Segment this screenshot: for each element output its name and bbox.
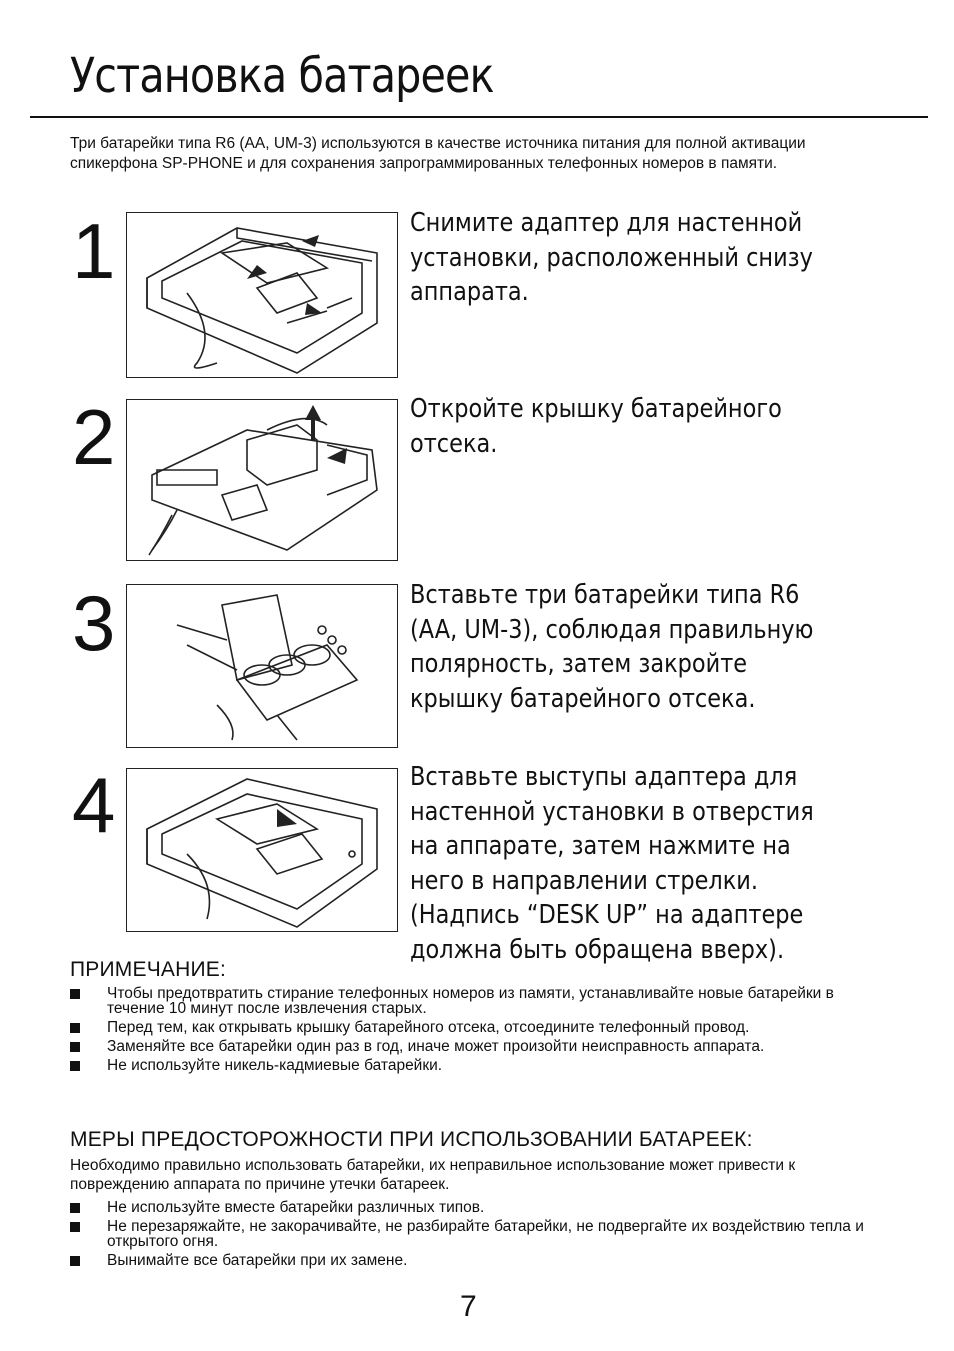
bullet-square-icon	[70, 1256, 80, 1266]
step-1-number: 1	[72, 207, 116, 295]
step-4-number: 4	[72, 761, 116, 849]
list-item: Не используйте никель-кадмиевые батарейки.	[70, 1058, 890, 1073]
step-3-text: Вставьте три батарейки типа R6 (AA, UM-3), соблюдая правильную полярность, затем закройте крышку батарейного отсека.	[410, 580, 814, 714]
precautions-heading: МЕРЫ ПРЕДОСТОРОЖНОСТИ ПРИ ИСПОЛЬЗОВАНИИ БАТАРЕЕК:	[70, 1128, 753, 1151]
list-item: Не используйте вместе батарейки различных типов.	[70, 1200, 890, 1215]
note-list	[70, 986, 890, 1077]
step-2-number: 2	[72, 393, 116, 481]
step-1-illustration	[126, 212, 398, 378]
bullet-square-icon	[70, 989, 80, 999]
step-3-number: 3	[72, 579, 116, 667]
step-1-text: Снимите адаптер для настенной установки, расположенный снизу аппарата.	[410, 208, 813, 307]
step-2-text: Откройте крышку батарейного отсека.	[410, 394, 782, 459]
list-item: Вынимайте все батарейки при их замене.	[70, 1253, 890, 1268]
step-4-illustration	[126, 768, 398, 932]
list-item: Заменяйте все батарейки один раз в год, иначе может произойти неисправность аппарата.	[70, 1039, 890, 1054]
precautions-intro: Необходимо правильно использовать батарейки, их неправильное использование может привести к повреждению аппарата по причине утечки батареек.	[70, 1157, 796, 1193]
step-3-illustration	[126, 584, 398, 748]
intro-paragraph: Три батарейки типа R6 (AA, UM-3) используются в качестве источника питания для полной активации спикерфона SP-PHONE и для сохранения запрограммированных телефонных номеров в памяти.	[70, 135, 806, 172]
phone-underside-adapter-removal-drawing	[127, 213, 397, 377]
bullet-square-icon	[70, 1042, 80, 1052]
page-number: 7	[460, 1290, 477, 1323]
bullet-square-icon	[70, 1023, 80, 1033]
adapter-attachment-drawing	[127, 769, 397, 931]
list-item: Чтобы предотвратить стирание телефонных номеров из памяти, устанавливайте новые батарейки в течение 10 минут после извлечения старых.	[70, 986, 890, 1016]
bullet-square-icon	[70, 1061, 80, 1071]
title-rule	[30, 116, 928, 118]
step-4-text: Вставьте выступы адаптера для настенной установки в отверстия на аппарате, затем нажмите на него в направлении стрелки. (Надпись “DESK UP” на адаптере должна быть обращена вверх).	[410, 762, 814, 965]
battery-cover-open-drawing	[127, 400, 397, 560]
note-heading: ПРИМЕЧАНИЕ:	[70, 958, 226, 981]
bullet-square-icon	[70, 1222, 80, 1232]
precautions-list	[70, 1200, 890, 1272]
list-item: Не перезаряжайте, не закорачивайте, не разбирайте батарейки, не подвергайте их воздействию тепла и открытого огня.	[70, 1219, 890, 1249]
bullet-square-icon	[70, 1203, 80, 1213]
battery-insertion-drawing	[127, 585, 397, 747]
list-item: Перед тем, как открывать крышку батарейного отсека, отсоедините телефонный провод.	[70, 1020, 890, 1035]
step-2-illustration	[126, 399, 398, 561]
page-title: Установка батареек	[70, 48, 494, 104]
